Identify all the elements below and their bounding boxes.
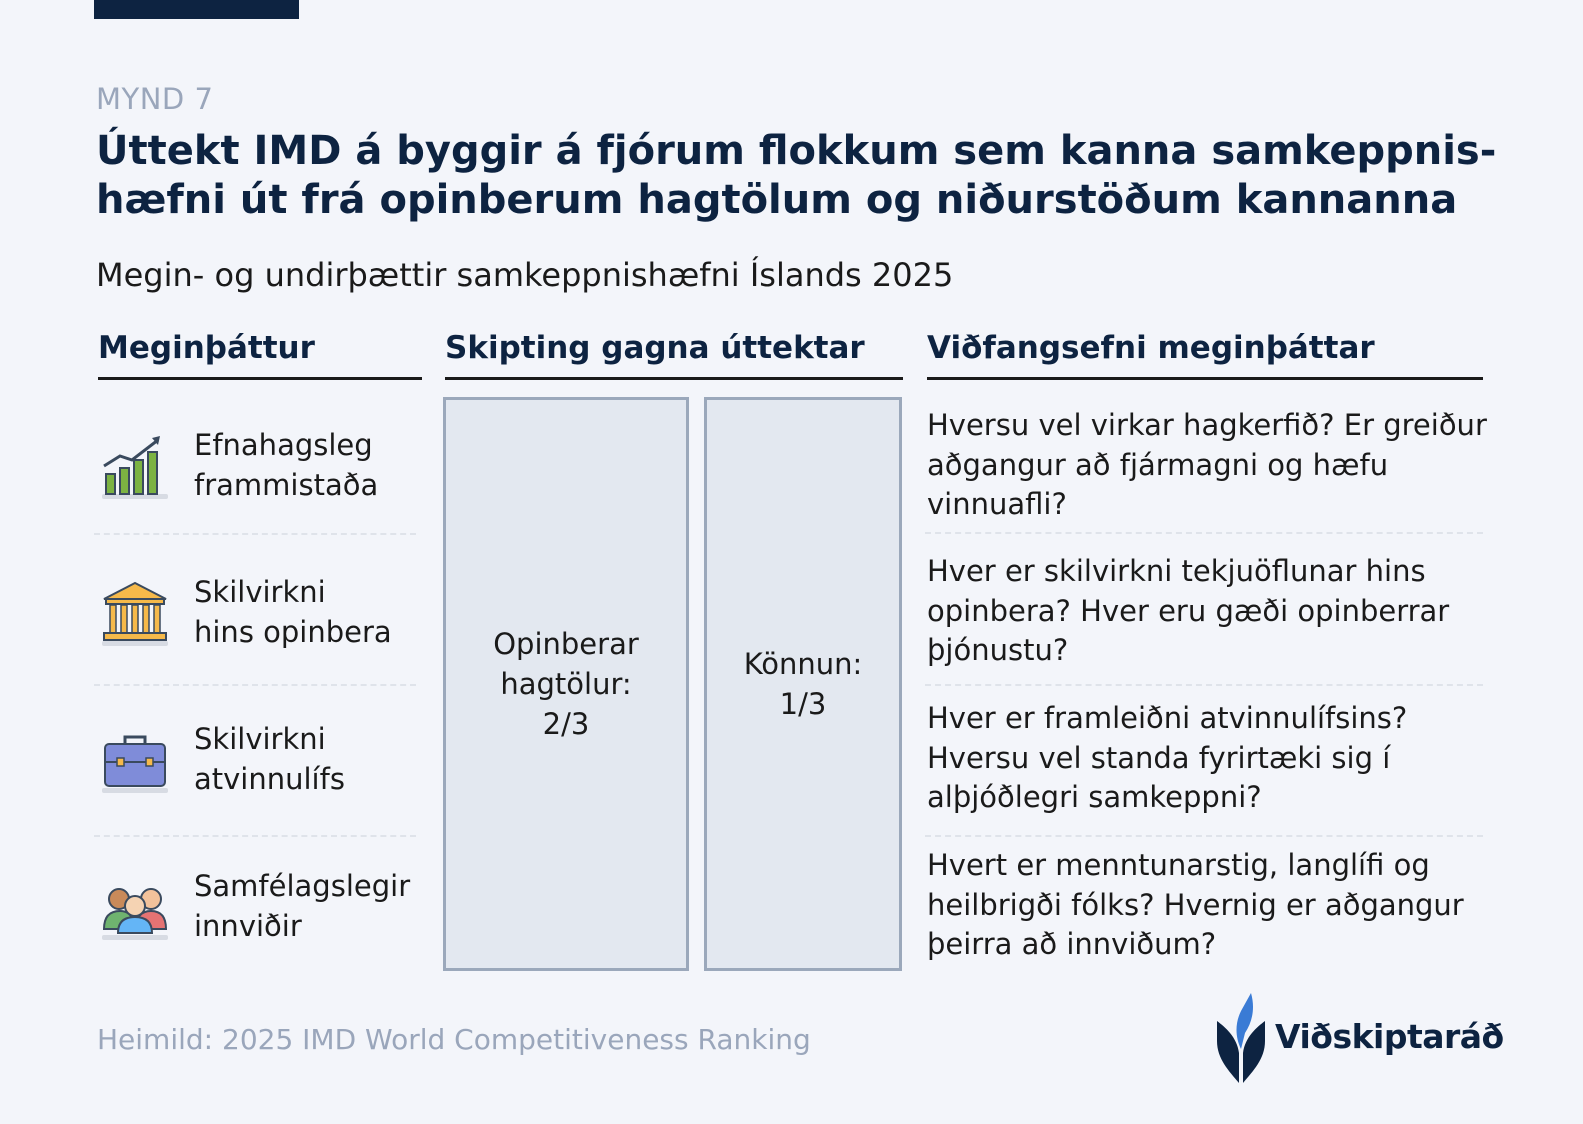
column-header-topics: Viðfangsefni meginþáttar bbox=[927, 330, 1375, 366]
leaf-logo-icon bbox=[1215, 993, 1271, 1088]
row-divider bbox=[925, 835, 1483, 837]
people-group-icon bbox=[100, 873, 170, 943]
figure-subtitle: Megin- og undirþættir samkeppnishæfni Íslands 2025 bbox=[96, 256, 954, 294]
growth-chart-icon bbox=[100, 432, 170, 502]
factor-name-line2: atvinnulífs bbox=[194, 762, 345, 796]
factor-name-line2: innviðir bbox=[194, 909, 302, 943]
source-note: Heimild: 2025 IMD World Competitiveness Ranking bbox=[97, 1023, 811, 1056]
factor-name-line1: Efnahagsleg bbox=[194, 428, 373, 462]
factor-row-government-efficiency bbox=[94, 537, 416, 687]
factor-row-infrastructure bbox=[94, 831, 416, 981]
factor-question: Hversu vel virkar hagkerfið? Er greiður aðgangur að fjármagni og hæfu vinnuafli? bbox=[927, 408, 1487, 521]
factor-row-business-efficiency bbox=[94, 684, 416, 834]
figure-title: Úttekt IMD á byggir á fjórum flokkum sem kanna samkeppnis-hæfni út frá opinberum hagtölum og niðurstöðum kannanna bbox=[96, 128, 1497, 223]
column-rule-topics bbox=[927, 377, 1483, 380]
factor-name-line1: Skilvirkni bbox=[194, 575, 326, 609]
column-rule-factor bbox=[98, 377, 422, 380]
factor-name-line2: hins opinbera bbox=[194, 615, 392, 649]
brand-logo bbox=[1215, 993, 1504, 1088]
figure-label: MYND 7 bbox=[96, 82, 214, 116]
factor-question: Hvert er menntunarstig, langlífi og heilbrigði fólks? Hvernig er aðgangur þeirra að innviðum? bbox=[927, 848, 1464, 961]
factor-name-line2: frammistaða bbox=[194, 468, 379, 502]
logo-wordmark: Viðskiptaráð bbox=[1275, 1017, 1504, 1056]
briefcase-icon bbox=[100, 726, 170, 796]
factor-name-line1: Skilvirkni bbox=[194, 722, 326, 756]
factor-question: Hver er skilvirkni tekjuöflunar hins opinbera? Hver eru gæði opinberrar þjónustu? bbox=[927, 554, 1450, 667]
factor-question: Hver er framleiðni atvinnulífsins? Hversu vel standa fyrirtæki sig í alþjóðlegri samkeppni? bbox=[927, 701, 1408, 814]
top-accent-bar bbox=[94, 0, 299, 19]
row-divider bbox=[94, 533, 416, 535]
official-statistics-label: Opinberar hagtölur: 2/3 bbox=[493, 627, 639, 741]
column-header-data-split: Skipting gagna úttektar bbox=[445, 330, 865, 366]
row-divider bbox=[925, 684, 1483, 686]
factor-row-economic-performance bbox=[94, 390, 416, 540]
column-rule-data-split bbox=[445, 377, 903, 380]
government-building-icon bbox=[100, 579, 170, 649]
factor-name-line1: Samfélagslegir bbox=[194, 869, 411, 903]
official-statistics-box bbox=[443, 397, 689, 971]
survey-label: Könnun: 1/3 bbox=[743, 647, 863, 721]
column-header-factor: Meginþáttur bbox=[98, 330, 315, 366]
row-divider bbox=[925, 532, 1483, 534]
survey-box bbox=[704, 397, 902, 971]
